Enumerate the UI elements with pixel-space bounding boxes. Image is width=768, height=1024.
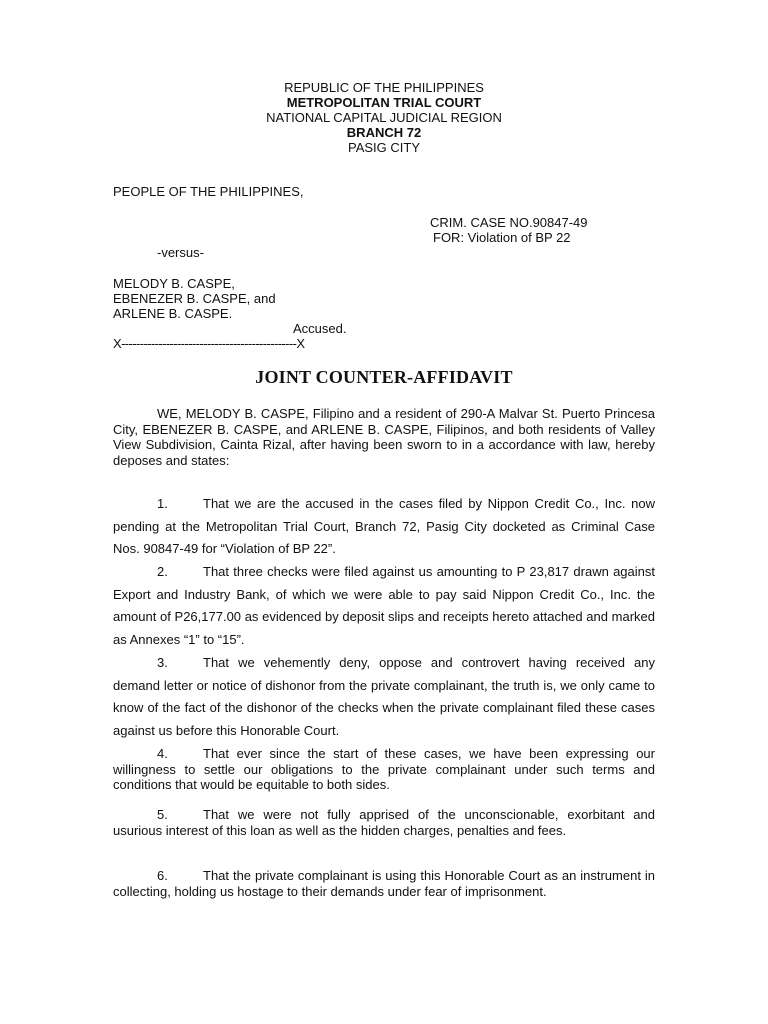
item-text: That we vehemently deny, oppose and controvert having received any demand letter or notice of dishonor from the private complainant, the truth is, we only came to know of the fact of the dishonor of the checks when the private complainant filed these cases against us before this Honorable Court. xyxy=(113,655,655,739)
item-number: 2. xyxy=(157,564,168,579)
intro-paragraph: WE, MELODY B. CASPE, Filipino and a resident of 290-A Malvar St. Puerto Princesa City, EBENEZER B. CASPE, and ARLENE B. CASPE, Filipinos, and both residents of Valley View Subdivision, Cainta Rizal, after having been sworn to in a accordance with law, hereby deposes and states: xyxy=(113,406,655,468)
header-court: METROPOLITAN TRIAL COURT xyxy=(286,95,482,110)
list-item xyxy=(113,868,655,899)
header-city: PASIG CITY xyxy=(348,140,420,155)
accused-name-1: MELODY B. CASPE, xyxy=(113,276,235,291)
item-number: 1. xyxy=(157,496,168,511)
list-item xyxy=(113,561,655,652)
accused-name-3: ARLENE B. CASPE. xyxy=(113,306,233,321)
item-text: That we were not fully apprised of the unconscionable, exorbitant and usurious interest of this loan as well as the hidden charges, penalties and fees. xyxy=(113,807,655,838)
document-title: JOINT COUNTER-AFFIDAVIT xyxy=(255,367,513,387)
case-offense: FOR: Violation of BP 22 xyxy=(433,230,571,245)
plaintiff-name: PEOPLE OF THE PHILIPPINES, xyxy=(113,184,304,199)
item-text: That the private complainant is using this Honorable Court as an instrument in collecting, holding us hostage to their demands under fear of imprisonment. xyxy=(113,868,655,899)
item-number: 3. xyxy=(157,655,168,670)
list-item xyxy=(113,493,655,561)
item-number: 6. xyxy=(157,868,168,883)
versus-label: -versus- xyxy=(157,245,204,260)
item-text: That we are the accused in the cases filed by Nippon Credit Co., Inc. now pending at the Metropolitan Trial Court, Branch 72, Pasig City docketed as Criminal Case Nos. 90847-49 for “Violation of BP 22”. xyxy=(113,496,655,557)
accused-label: Accused. xyxy=(293,321,347,336)
item-text: That three checks were filed against us amounting to P 23,817 drawn against Export and Industry Bank, of which we were able to pay said Nippon Credit Co., Inc. the amount of P26,177.00 as evidenced by deposit slips and receipts hereto attached and marked as Annexes “1” to “15”. xyxy=(113,564,655,648)
case-number: CRIM. CASE NO.90847-49 xyxy=(430,215,588,230)
header-branch: BRANCH 72 xyxy=(346,125,422,140)
header-region: NATIONAL CAPITAL JUDICIAL REGION xyxy=(266,110,502,125)
list-item xyxy=(113,652,655,743)
item-text: That ever since the start of these cases, we have been expressing our willingness to settle our obligations to the private complainant under such terms and conditions that would be equitable to both sides. xyxy=(113,746,655,792)
item-number: 4. xyxy=(157,746,168,761)
header-republic: REPUBLIC OF THE PHILIPPINES xyxy=(284,80,484,95)
item-number: 5. xyxy=(157,807,168,822)
list-item xyxy=(113,746,655,793)
accused-name-2: EBENEZER B. CASPE, and xyxy=(113,291,276,306)
list-item xyxy=(113,807,655,838)
caption-separator: X-----------------------------------------------X xyxy=(113,336,305,351)
